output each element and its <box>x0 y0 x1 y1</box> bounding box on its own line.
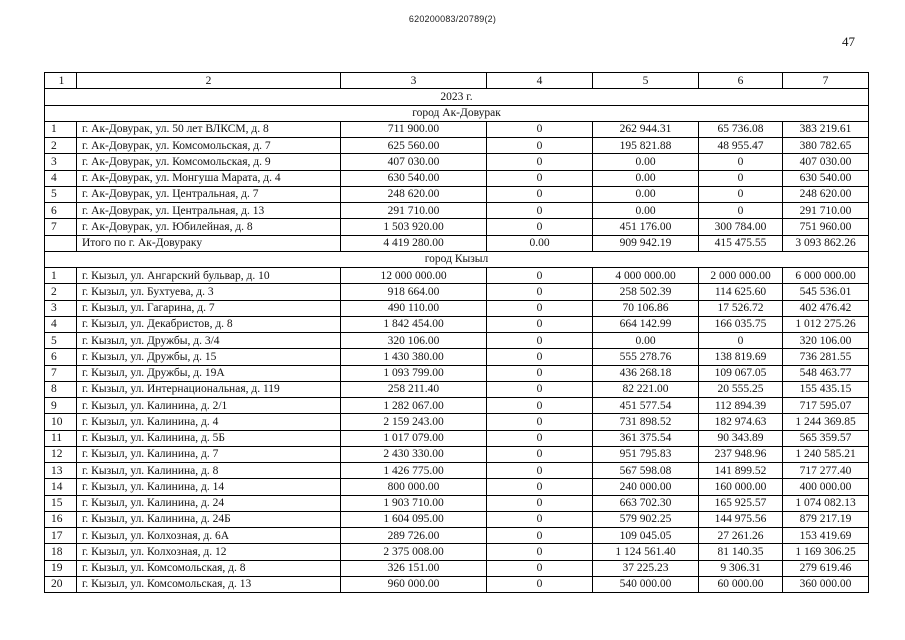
value-col-6: 109 067.05 <box>699 365 783 381</box>
value-col-4: 0 <box>487 528 593 544</box>
table-row <box>45 170 869 186</box>
table-row <box>45 138 869 154</box>
section-title: город Ак-Довурак <box>45 105 869 121</box>
value-col-6: 9 306.31 <box>699 560 783 576</box>
year-label: 2023 г. <box>45 89 869 105</box>
row-number: 10 <box>45 414 77 430</box>
row-number: 12 <box>45 446 77 462</box>
table-row <box>45 365 869 381</box>
value-col-7: 717 595.07 <box>783 398 869 414</box>
column-header: 3 <box>341 73 487 89</box>
row-number: 8 <box>45 381 77 397</box>
value-col-5: 82 221.00 <box>593 381 699 397</box>
value-col-4: 0 <box>487 544 593 560</box>
year-row <box>45 89 869 105</box>
address-cell: г. Кызыл, ул. Дружбы, д. 3/4 <box>77 333 341 349</box>
value-col-6: 90 343.89 <box>699 430 783 446</box>
row-number: 16 <box>45 511 77 527</box>
value-col-4: 0 <box>487 381 593 397</box>
value-col-3: 326 151.00 <box>341 560 487 576</box>
value-col-7: 400 000.00 <box>783 479 869 495</box>
value-col-3: 1 093 799.00 <box>341 365 487 381</box>
total-label: Итого по г. Ак-Довураку <box>77 235 341 251</box>
value-col-7: 248 620.00 <box>783 186 869 202</box>
column-header: 2 <box>77 73 341 89</box>
value-col-4: 0 <box>487 121 593 137</box>
value-col-6: 114 625.60 <box>699 284 783 300</box>
value-col-5: 37 225.23 <box>593 560 699 576</box>
value-col-6: 65 736.08 <box>699 121 783 137</box>
column-header: 5 <box>593 73 699 89</box>
value-col-4: 0 <box>487 300 593 316</box>
value-col-4: 0 <box>487 430 593 446</box>
value-col-3: 1 604 095.00 <box>341 511 487 527</box>
value-col-6: 112 894.39 <box>699 398 783 414</box>
value-col-3: 2 159 243.00 <box>341 414 487 430</box>
address-cell: г. Кызыл, ул. Колхозная, д. 12 <box>77 544 341 560</box>
total-col-4: 0.00 <box>487 235 593 251</box>
value-col-4: 0 <box>487 414 593 430</box>
value-col-3: 630 540.00 <box>341 170 487 186</box>
table-row <box>45 186 869 202</box>
row-number: 1 <box>45 268 77 284</box>
row-number: 13 <box>45 463 77 479</box>
table-row <box>45 528 869 544</box>
value-col-7: 320 106.00 <box>783 333 869 349</box>
value-col-4: 0 <box>487 511 593 527</box>
address-cell: г. Кызыл, ул. Колхозная, д. 6А <box>77 528 341 544</box>
table-row <box>45 381 869 397</box>
address-cell: г. Ак-Довурак, ул. Юбилейная, д. 8 <box>77 219 341 235</box>
row-number: 14 <box>45 479 77 495</box>
address-cell: г. Кызыл, ул. Дружбы, д. 15 <box>77 349 341 365</box>
value-col-5: 663 702.30 <box>593 495 699 511</box>
value-col-4: 0 <box>487 560 593 576</box>
row-number: 15 <box>45 495 77 511</box>
value-col-5: 451 176.00 <box>593 219 699 235</box>
address-cell: г. Кызыл, ул. Калинина, д. 24Б <box>77 511 341 527</box>
address-cell: г. Кызыл, ул. Ангарский бульвар, д. 10 <box>77 268 341 284</box>
value-col-5: 240 000.00 <box>593 479 699 495</box>
value-col-7: 383 219.61 <box>783 121 869 137</box>
table-row <box>45 430 869 446</box>
value-col-7: 153 419.69 <box>783 528 869 544</box>
address-cell: г. Кызыл, ул. Калинина, д. 4 <box>77 414 341 430</box>
table-row <box>45 414 869 430</box>
value-col-3: 248 620.00 <box>341 186 487 202</box>
value-col-3: 711 900.00 <box>341 121 487 137</box>
value-col-7: 736 281.55 <box>783 349 869 365</box>
value-col-5: 0.00 <box>593 186 699 202</box>
value-col-3: 407 030.00 <box>341 154 487 170</box>
value-col-5: 951 795.83 <box>593 446 699 462</box>
table-row <box>45 349 869 365</box>
value-col-6: 0 <box>699 186 783 202</box>
value-col-5: 451 577.54 <box>593 398 699 414</box>
table-row <box>45 446 869 462</box>
value-col-7: 279 619.46 <box>783 560 869 576</box>
value-col-7: 360 000.00 <box>783 576 869 592</box>
table-row <box>45 154 869 170</box>
table-row <box>45 219 869 235</box>
document-id: 620200083/20789(2) <box>408 14 497 24</box>
page-number: 47 <box>842 34 855 49</box>
address-cell: г. Ак-Довурак, ул. Комсомольская, д. 9 <box>77 154 341 170</box>
table-row <box>45 560 869 576</box>
address-cell: г. Кызыл, ул. Калинина, д. 5Б <box>77 430 341 446</box>
value-col-7: 291 710.00 <box>783 203 869 219</box>
table-row <box>45 316 869 332</box>
value-col-4: 0 <box>487 446 593 462</box>
total-col-3: 4 419 280.00 <box>341 235 487 251</box>
value-col-7: 1 169 306.25 <box>783 544 869 560</box>
value-col-4: 0 <box>487 398 593 414</box>
value-col-7: 402 476.42 <box>783 300 869 316</box>
value-col-4: 0 <box>487 138 593 154</box>
address-cell: г. Кызыл, ул. Бухтуева, д. 3 <box>77 284 341 300</box>
address-cell: г. Ак-Довурак, ул. 50 лет ВЛКСМ, д. 8 <box>77 121 341 137</box>
value-col-5: 664 142.99 <box>593 316 699 332</box>
column-header: 4 <box>487 73 593 89</box>
address-cell: г. Кызыл, ул. Калинина, д. 24 <box>77 495 341 511</box>
value-col-3: 625 560.00 <box>341 138 487 154</box>
row-number: 6 <box>45 203 77 219</box>
address-cell: г. Кызыл, ул. Дружбы, д. 19А <box>77 365 341 381</box>
value-col-3: 800 000.00 <box>341 479 487 495</box>
value-col-6: 20 555.25 <box>699 381 783 397</box>
address-cell: г. Кызыл, ул. Калинина, д. 14 <box>77 479 341 495</box>
value-col-7: 565 359.57 <box>783 430 869 446</box>
row-number: 7 <box>45 365 77 381</box>
value-col-4: 0 <box>487 365 593 381</box>
address-cell: г. Кызыл, ул. Интернациональная, д. 119 <box>77 381 341 397</box>
row-number: 18 <box>45 544 77 560</box>
value-col-3: 2 375 008.00 <box>341 544 487 560</box>
value-col-6: 144 975.56 <box>699 511 783 527</box>
section-title: город Кызыл <box>45 251 869 267</box>
value-col-3: 1 282 067.00 <box>341 398 487 414</box>
table-row <box>45 495 869 511</box>
value-col-7: 717 277.40 <box>783 463 869 479</box>
value-col-7: 6 000 000.00 <box>783 268 869 284</box>
address-cell: г. Кызыл, ул. Комсомольская, д. 13 <box>77 576 341 592</box>
value-col-3: 1 903 710.00 <box>341 495 487 511</box>
row-number: 17 <box>45 528 77 544</box>
value-col-4: 0 <box>487 170 593 186</box>
value-col-4: 0 <box>487 219 593 235</box>
value-col-5: 258 502.39 <box>593 284 699 300</box>
address-cell: г. Ак-Довурак, ул. Центральная, д. 7 <box>77 186 341 202</box>
address-cell: г. Кызыл, ул. Комсомольская, д. 8 <box>77 560 341 576</box>
value-col-4: 0 <box>487 203 593 219</box>
value-col-7: 155 435.15 <box>783 381 869 397</box>
value-col-4: 0 <box>487 349 593 365</box>
value-col-6: 182 974.63 <box>699 414 783 430</box>
value-col-6: 2 000 000.00 <box>699 268 783 284</box>
value-col-6: 0 <box>699 203 783 219</box>
total-col-7: 3 093 862.26 <box>783 235 869 251</box>
table-row <box>45 121 869 137</box>
value-col-5: 195 821.88 <box>593 138 699 154</box>
row-number: 9 <box>45 398 77 414</box>
address-cell: г. Ак-Довурак, ул. Центральная, д. 13 <box>77 203 341 219</box>
value-col-5: 70 106.86 <box>593 300 699 316</box>
value-col-5: 579 902.25 <box>593 511 699 527</box>
value-col-4: 0 <box>487 479 593 495</box>
value-col-3: 258 211.40 <box>341 381 487 397</box>
row-number: 4 <box>45 170 77 186</box>
table-row <box>45 203 869 219</box>
row-number: 7 <box>45 219 77 235</box>
value-col-3: 2 430 330.00 <box>341 446 487 462</box>
value-col-7: 879 217.19 <box>783 511 869 527</box>
address-cell: г. Кызыл, ул. Гагарина, д. 7 <box>77 300 341 316</box>
address-cell: г. Кызыл, ул. Калинина, д. 7 <box>77 446 341 462</box>
row-number: 11 <box>45 430 77 446</box>
value-col-7: 407 030.00 <box>783 154 869 170</box>
value-col-4: 0 <box>487 463 593 479</box>
column-header: 1 <box>45 73 77 89</box>
table-row <box>45 300 869 316</box>
section-header-row <box>45 251 869 267</box>
table-row <box>45 333 869 349</box>
row-number: 3 <box>45 300 77 316</box>
value-col-6: 300 784.00 <box>699 219 783 235</box>
value-col-7: 751 960.00 <box>783 219 869 235</box>
value-col-5: 0.00 <box>593 170 699 186</box>
value-col-6: 17 526.72 <box>699 300 783 316</box>
value-col-7: 1 012 275.26 <box>783 316 869 332</box>
value-col-4: 0 <box>487 284 593 300</box>
total-col-5: 909 942.19 <box>593 235 699 251</box>
table-row <box>45 463 869 479</box>
value-col-5: 0.00 <box>593 203 699 219</box>
table-row <box>45 268 869 284</box>
value-col-3: 320 106.00 <box>341 333 487 349</box>
value-col-3: 289 726.00 <box>341 528 487 544</box>
value-col-4: 0 <box>487 316 593 332</box>
table-row <box>45 544 869 560</box>
value-col-4: 0 <box>487 154 593 170</box>
value-col-5: 262 944.31 <box>593 121 699 137</box>
value-col-6: 0 <box>699 170 783 186</box>
value-col-4: 0 <box>487 268 593 284</box>
value-col-3: 490 110.00 <box>341 300 487 316</box>
data-table <box>44 72 869 593</box>
value-col-6: 141 899.52 <box>699 463 783 479</box>
column-header: 7 <box>783 73 869 89</box>
value-col-6: 165 925.57 <box>699 495 783 511</box>
value-col-3: 1 430 380.00 <box>341 349 487 365</box>
value-col-6: 237 948.96 <box>699 446 783 462</box>
value-col-5: 109 045.05 <box>593 528 699 544</box>
table-row <box>45 576 869 592</box>
value-col-3: 960 000.00 <box>341 576 487 592</box>
table-row <box>45 511 869 527</box>
row-number: 20 <box>45 576 77 592</box>
value-col-5: 555 278.76 <box>593 349 699 365</box>
value-col-6: 81 140.35 <box>699 544 783 560</box>
value-col-5: 361 375.54 <box>593 430 699 446</box>
value-col-6: 0 <box>699 333 783 349</box>
value-col-4: 0 <box>487 495 593 511</box>
value-col-6: 0 <box>699 154 783 170</box>
value-col-7: 1 244 369.85 <box>783 414 869 430</box>
row-number: 2 <box>45 284 77 300</box>
table-row <box>45 479 869 495</box>
value-col-5: 0.00 <box>593 333 699 349</box>
table-row <box>45 284 869 300</box>
row-number: 1 <box>45 121 77 137</box>
value-col-5: 1 124 561.40 <box>593 544 699 560</box>
total-row <box>45 235 869 251</box>
value-col-5: 567 598.08 <box>593 463 699 479</box>
table-row <box>45 398 869 414</box>
section-header-row <box>45 105 869 121</box>
address-cell: г. Ак-Довурак, ул. Монгуша Марата, д. 4 <box>77 170 341 186</box>
total-col-6: 415 475.55 <box>699 235 783 251</box>
row-number: 3 <box>45 154 77 170</box>
value-col-6: 60 000.00 <box>699 576 783 592</box>
column-number-header-row <box>45 73 869 89</box>
value-col-6: 27 261.26 <box>699 528 783 544</box>
value-col-5: 540 000.00 <box>593 576 699 592</box>
value-col-4: 0 <box>487 186 593 202</box>
value-col-3: 291 710.00 <box>341 203 487 219</box>
value-col-4: 0 <box>487 333 593 349</box>
address-cell: г. Ак-Довурак, ул. Комсомольская, д. 7 <box>77 138 341 154</box>
value-col-6: 166 035.75 <box>699 316 783 332</box>
value-col-7: 545 536.01 <box>783 284 869 300</box>
value-col-7: 1 074 082.13 <box>783 495 869 511</box>
row-number: 4 <box>45 316 77 332</box>
value-col-7: 548 463.77 <box>783 365 869 381</box>
value-col-6: 138 819.69 <box>699 349 783 365</box>
row-number: 6 <box>45 349 77 365</box>
row-number: 5 <box>45 186 77 202</box>
column-header: 6 <box>699 73 783 89</box>
value-col-3: 1 426 775.00 <box>341 463 487 479</box>
value-col-7: 380 782.65 <box>783 138 869 154</box>
address-cell: г. Кызыл, ул. Декабристов, д. 8 <box>77 316 341 332</box>
value-col-6: 160 000.00 <box>699 479 783 495</box>
row-number: 19 <box>45 560 77 576</box>
value-col-3: 12 000 000.00 <box>341 268 487 284</box>
value-col-4: 0 <box>487 576 593 592</box>
address-cell: г. Кызыл, ул. Калинина, д. 8 <box>77 463 341 479</box>
value-col-7: 1 240 585.21 <box>783 446 869 462</box>
value-col-7: 630 540.00 <box>783 170 869 186</box>
value-col-5: 0.00 <box>593 154 699 170</box>
value-col-3: 1 503 920.00 <box>341 219 487 235</box>
address-cell: г. Кызыл, ул. Калинина, д. 2/1 <box>77 398 341 414</box>
value-col-3: 918 664.00 <box>341 284 487 300</box>
value-col-5: 436 268.18 <box>593 365 699 381</box>
value-col-5: 731 898.52 <box>593 414 699 430</box>
value-col-5: 4 000 000.00 <box>593 268 699 284</box>
row-number: 5 <box>45 333 77 349</box>
value-col-3: 1 842 454.00 <box>341 316 487 332</box>
value-col-6: 48 955.47 <box>699 138 783 154</box>
row-number <box>45 235 77 251</box>
row-number: 2 <box>45 138 77 154</box>
value-col-3: 1 017 079.00 <box>341 430 487 446</box>
